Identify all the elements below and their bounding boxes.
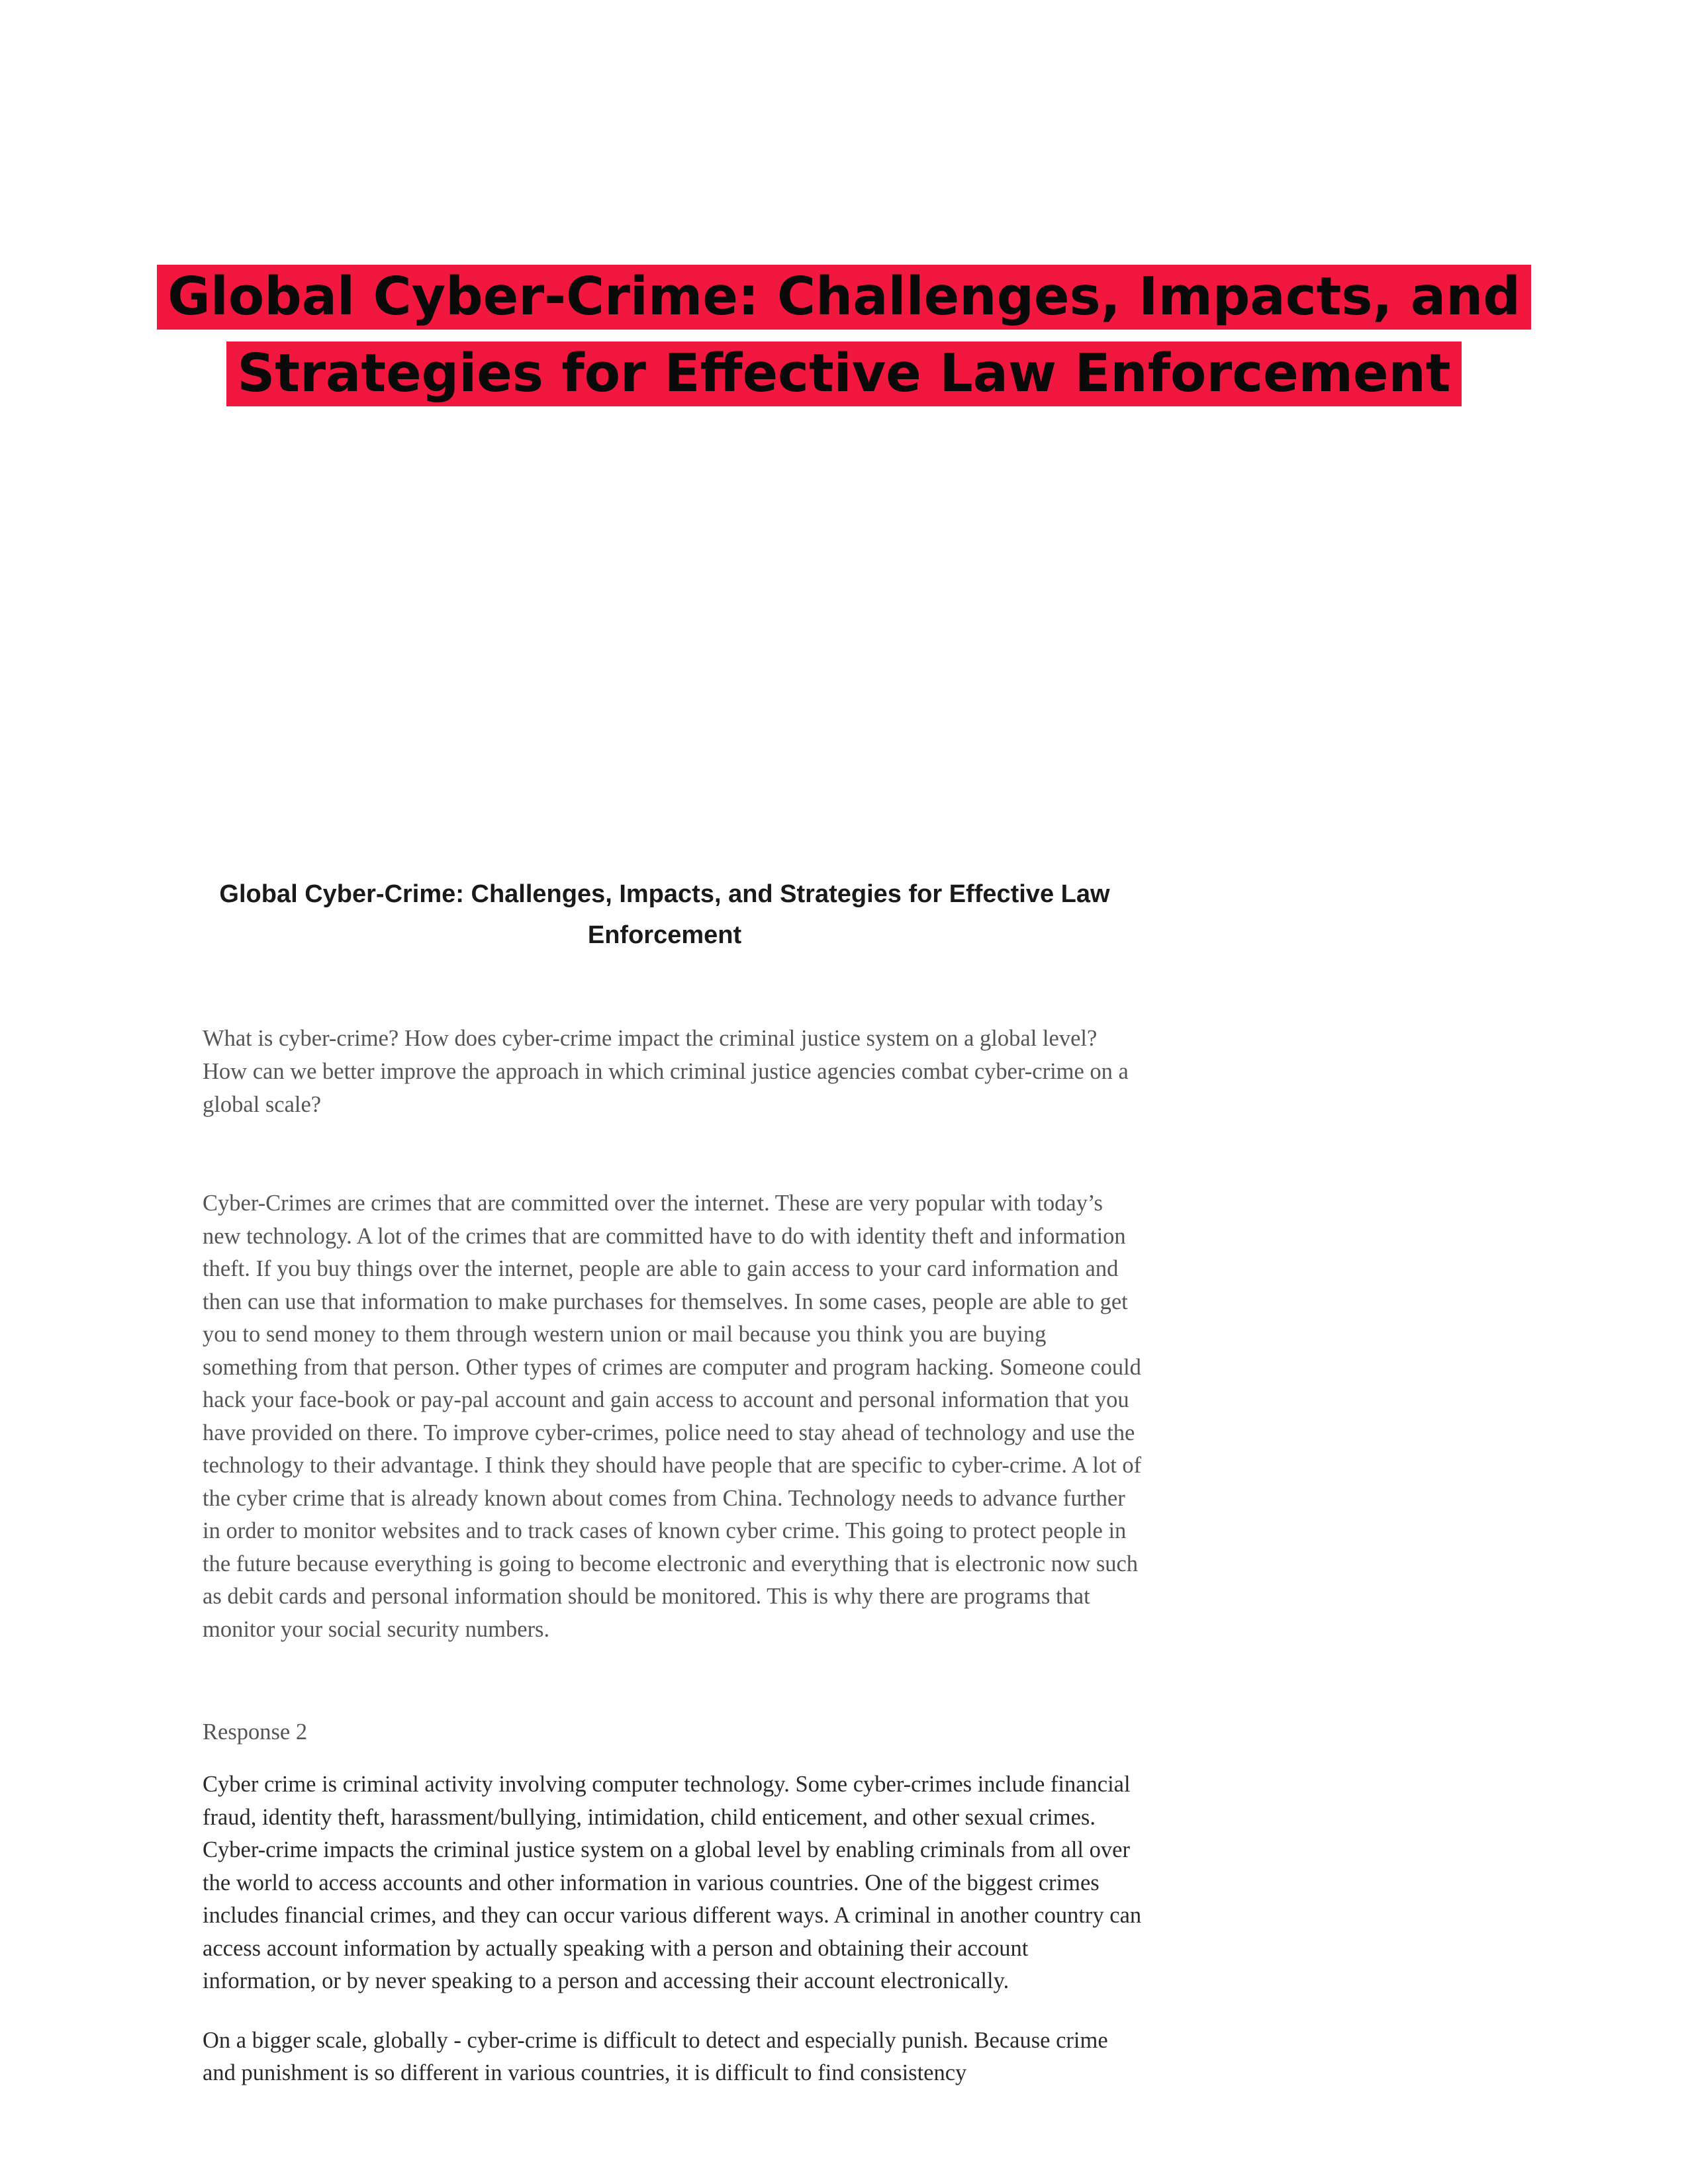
banner-title [0, 258, 1688, 412]
embedded-document [203, 874, 1143, 2090]
banner-title-line2: Strategies for Effective Law Enforcement [226, 341, 1461, 406]
response-1-paragraph: Cyber-Crimes are crimes that are committed over the internet. These are very popular with today’s new technology. A lot of the crimes that are committed have to do with identity theft and information theft. If you buy things over the internet, people are able to gain access to your card information and then can use that information to make purchases for themselves. In some cases, people are able to get you to send money to them through western union or mail because you think you are buying something from that person. Other types of crimes are computer and program hacking. Someone could hack your face-book or pay-pal account and gain access to account and personal information that you have provided on there. To improve cyber-crimes, police need to stay ahead of technology and use the technology to their advantage. I think they should have people that are specific to cyber-crime. A lot of the cyber crime that is already known about comes from China. Technology needs to advance further in order to monitor websites and to track cases of known cyber crime. This going to protect people in the future because everything is going to become electronic and everything that is electronic now such as debit cards and personal information should be monitored. This is why there are programs that monitor your social security numbers. [203, 1191, 1142, 1642]
response-2-label: Response 2 [203, 1719, 308, 1745]
document-title: Global Cyber-Crime: Challenges, Impacts, and Strategies for Effective Law Enforcement [219, 880, 1110, 949]
response-2-paragraph-1: Cyber crime is criminal activity involving computer technology. Some cyber-crimes include financial fraud, identity theft, harassment/bullying, intimidation, child enticement, and other sexual crimes. Cyber-crime impacts the criminal justice system on a global level by enabling criminals from all over the world to access accounts and other information in various countries. One of the biggest crimes includes financial crimes, and they can occur various different ways. A criminal in another country can access account information by actually speaking with a person and obtaining their account information, or by never speaking to a person and accessing their account electronically. [203, 1772, 1142, 1993]
response-2-paragraph-2: On a bigger scale, globally - cyber-crime is difficult to detect and especially punish. Because crime and punishment is so different in various countries, it is difficult to find consistency [203, 2027, 1108, 2085]
prompt-question: What is cyber-crime? How does cyber-crime impact the criminal justice system on a global level? How can we better improve the approach in which criminal justice agencies combat cyber-crime on a global scale? [203, 1026, 1129, 1117]
banner-title-line1: Global Cyber-Crime: Challenges, Impacts, and [157, 265, 1531, 330]
